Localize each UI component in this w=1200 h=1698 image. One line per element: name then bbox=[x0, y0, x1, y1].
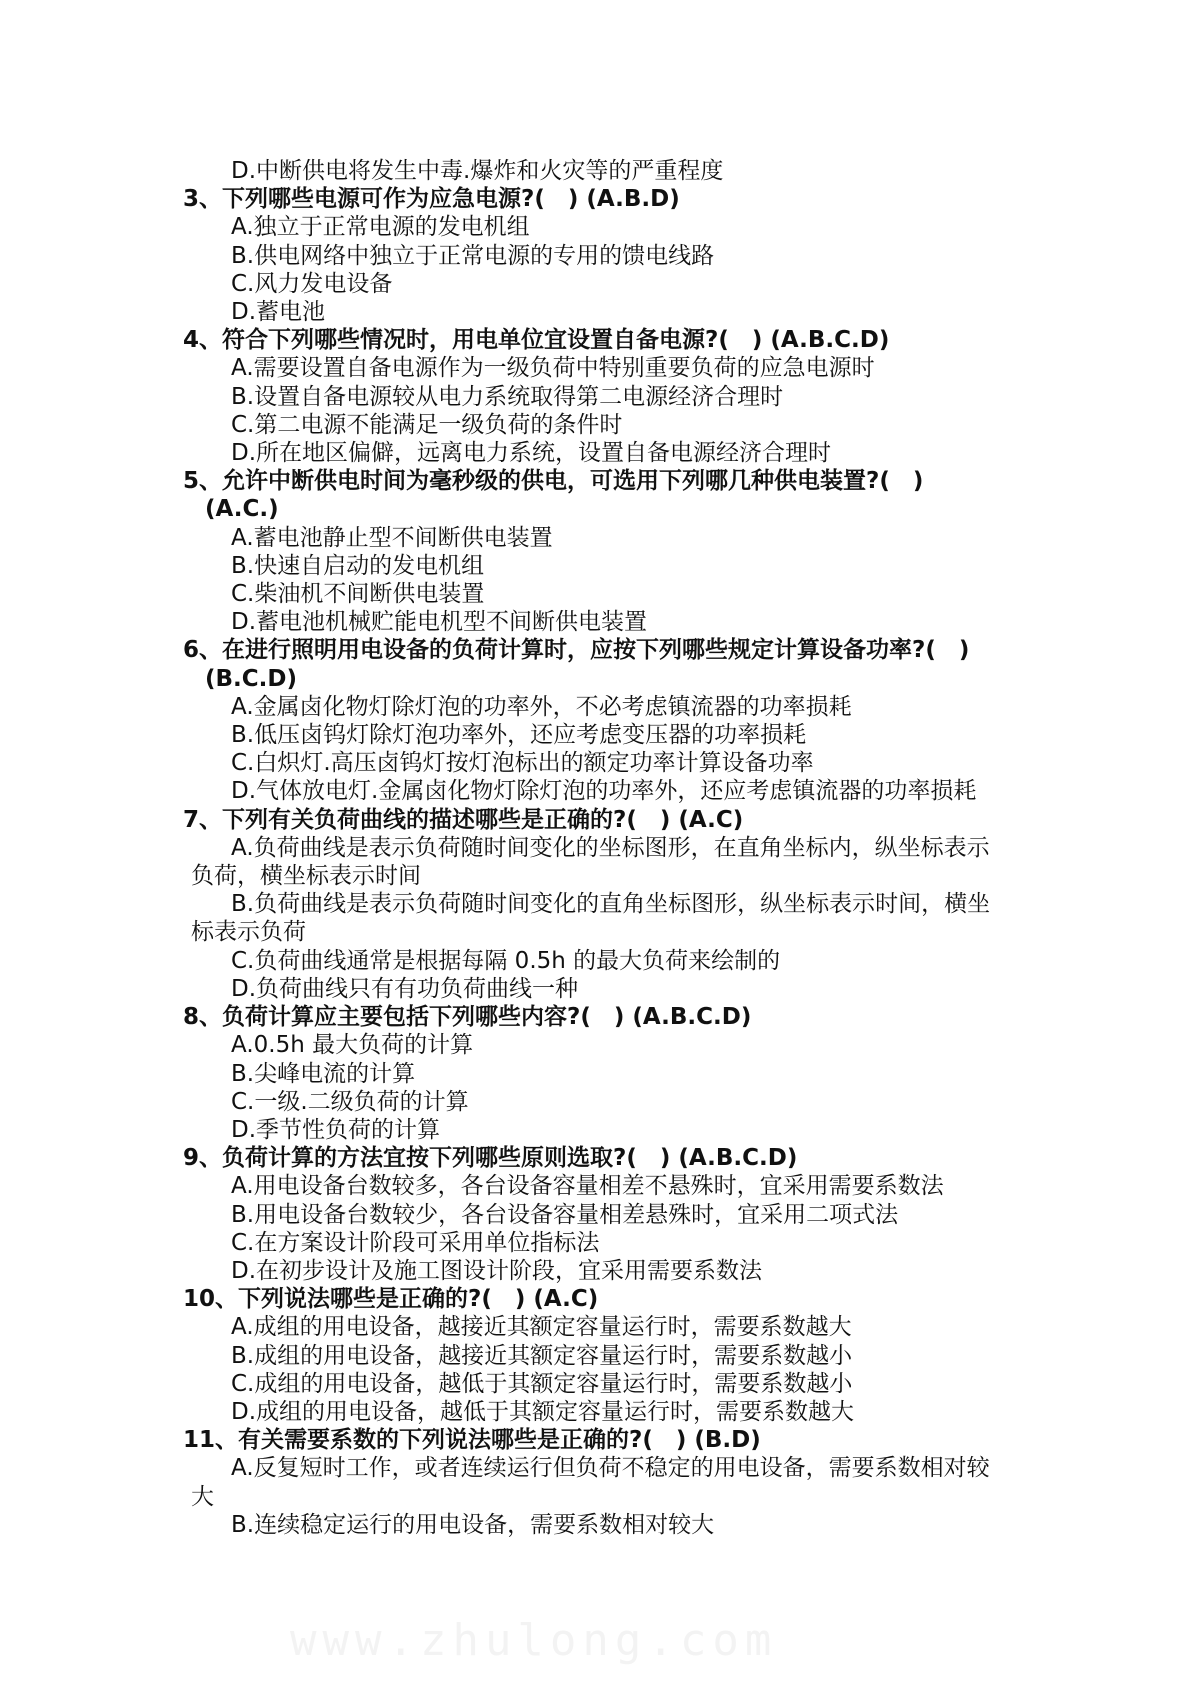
question-answer: (B.C.D) bbox=[205, 665, 297, 692]
question-heading: 8、负荷计算应主要包括下列哪些内容?( ) (A.B.C.D) bbox=[183, 1004, 752, 1031]
question-heading: 9、负荷计算的方法宜按下列哪些原则选取?( ) (A.B.C.D) bbox=[183, 1145, 798, 1172]
answer-option: C.风力发电设备 bbox=[231, 270, 393, 297]
answer-option: D.季节性负荷的计算 bbox=[231, 1116, 441, 1143]
answer-option: B.设置自备电源较从电力系统取得第二电源经济合理时 bbox=[231, 383, 784, 410]
answer-option: C.柴油机不间断供电装置 bbox=[231, 581, 485, 608]
answer-option: C.第二电源不能满足一级负荷的条件时 bbox=[231, 411, 623, 438]
answer-option: C.成组的用电设备，越低于其额定容量运行时，需要系数越小 bbox=[231, 1370, 853, 1397]
answer-option: D.负荷曲线只有有功负荷曲线一种 bbox=[231, 975, 579, 1002]
question-heading: 11、有关需要系数的下列说法哪些是正确的?( ) (B.D) bbox=[183, 1427, 761, 1454]
answer-option: D.中断供电将发生中毒.爆炸和火灾等的严重程度 bbox=[231, 158, 724, 184]
answer-option: D.在初步设计及施工图设计阶段，宜采用需要系数法 bbox=[231, 1257, 763, 1284]
answer-option: A.反复短时工作，或者连续运行但负荷不稳定的用电设备，需要系数相对较 bbox=[231, 1455, 990, 1482]
answer-option: B.低压卤钨灯除灯泡功率外，还应考虑变压器的功率损耗 bbox=[231, 722, 807, 749]
answer-option: C.白炽灯.高压卤钨灯按灯泡标出的额定功率计算设备功率 bbox=[231, 750, 814, 777]
answer-option: B.用电设备台数较少，各台设备容量相差悬殊时，宜采用二项式法 bbox=[231, 1201, 899, 1228]
answer-option: B.成组的用电设备，越接近其额定容量运行时，需要系数越小 bbox=[231, 1342, 853, 1369]
question-heading: 10、下列说法哪些是正确的?( ) (A.C) bbox=[183, 1286, 599, 1313]
answer-option: A.成组的用电设备，越接近其额定容量运行时，需要系数越大 bbox=[231, 1314, 852, 1341]
question-heading: 7、下列有关负荷曲线的描述哪些是正确的?( ) (A.C) bbox=[183, 806, 744, 833]
answer-option: D.蓄电池 bbox=[231, 299, 326, 326]
watermark: www.zhulong.com bbox=[290, 1615, 778, 1666]
answer-option: B.负荷曲线是表示负荷随时间变化的直角坐标图形，纵坐标表示时间，横坐 bbox=[231, 891, 991, 918]
answer-option: A.需要设置自备电源作为一级负荷中特别重要负荷的应急电源时 bbox=[231, 355, 875, 382]
answer-option-continued: 标表示负荷 bbox=[191, 919, 306, 946]
answer-option-continued: 负荷，横坐标表示时间 bbox=[191, 863, 421, 890]
answer-option: B.连续稳定运行的用电设备，需要系数相对较大 bbox=[231, 1511, 715, 1538]
answer-option: A.独立于正常电源的发电机组 bbox=[231, 214, 530, 241]
question-heading: 3、下列哪些电源可作为应急电源?( ) (A.B.D) bbox=[183, 186, 680, 213]
answer-option: A.负荷曲线是表示负荷随时间变化的坐标图形，在直角坐标内，纵坐标表示 bbox=[231, 834, 990, 861]
question-list bbox=[183, 157, 1043, 1539]
answer-option: A.蓄电池静止型不间断供电装置 bbox=[231, 524, 553, 551]
question-heading: 4、符合下列哪些情况时，用电单位宜设置自备电源?( ) (A.B.C.D) bbox=[183, 327, 890, 354]
answer-option: A.用电设备台数较多，各台设备容量相差不悬殊时，宜采用需要系数法 bbox=[231, 1173, 944, 1200]
answer-option: D.气体放电灯.金属卤化物灯除灯泡的功率外，还应考虑镇流器的功率损耗 bbox=[231, 778, 977, 805]
answer-option: B.尖峰电流的计算 bbox=[231, 1060, 416, 1087]
answer-option: D.成组的用电设备，越低于其额定容量运行时，需要系数越大 bbox=[231, 1398, 855, 1425]
answer-option: C.在方案设计阶段可采用单位指标法 bbox=[231, 1229, 600, 1256]
answer-option: D.蓄电池机械贮能电机型不间断供电装置 bbox=[231, 609, 648, 636]
question-heading: 5、允许中断供电时间为毫秒级的供电，可选用下列哪几种供电装置?( ) bbox=[183, 468, 924, 495]
answer-option: B.快速自启动的发电机组 bbox=[231, 552, 485, 579]
answer-option: A.0.5h 最大负荷的计算 bbox=[231, 1032, 474, 1059]
question-answer: (A.C.) bbox=[205, 496, 279, 523]
question-heading: 6、在进行照明用电设备的负荷计算时，应按下列哪些规定计算设备功率?( ) bbox=[183, 637, 970, 664]
answer-option: C.负荷曲线通常是根据每隔 0.5h 的最大负荷来绘制的 bbox=[231, 947, 781, 974]
answer-option: C.一级.二级负荷的计算 bbox=[231, 1088, 469, 1115]
answer-option-continued: 大 bbox=[191, 1483, 214, 1510]
answer-option: A.金属卤化物灯除灯泡的功率外，不必考虑镇流器的功率损耗 bbox=[231, 693, 852, 720]
answer-option: D.所在地区偏僻，远离电力系统，设置自备电源经济合理时 bbox=[231, 440, 832, 467]
answer-option: B.供电网络中独立于正常电源的专用的馈电线路 bbox=[231, 242, 715, 269]
